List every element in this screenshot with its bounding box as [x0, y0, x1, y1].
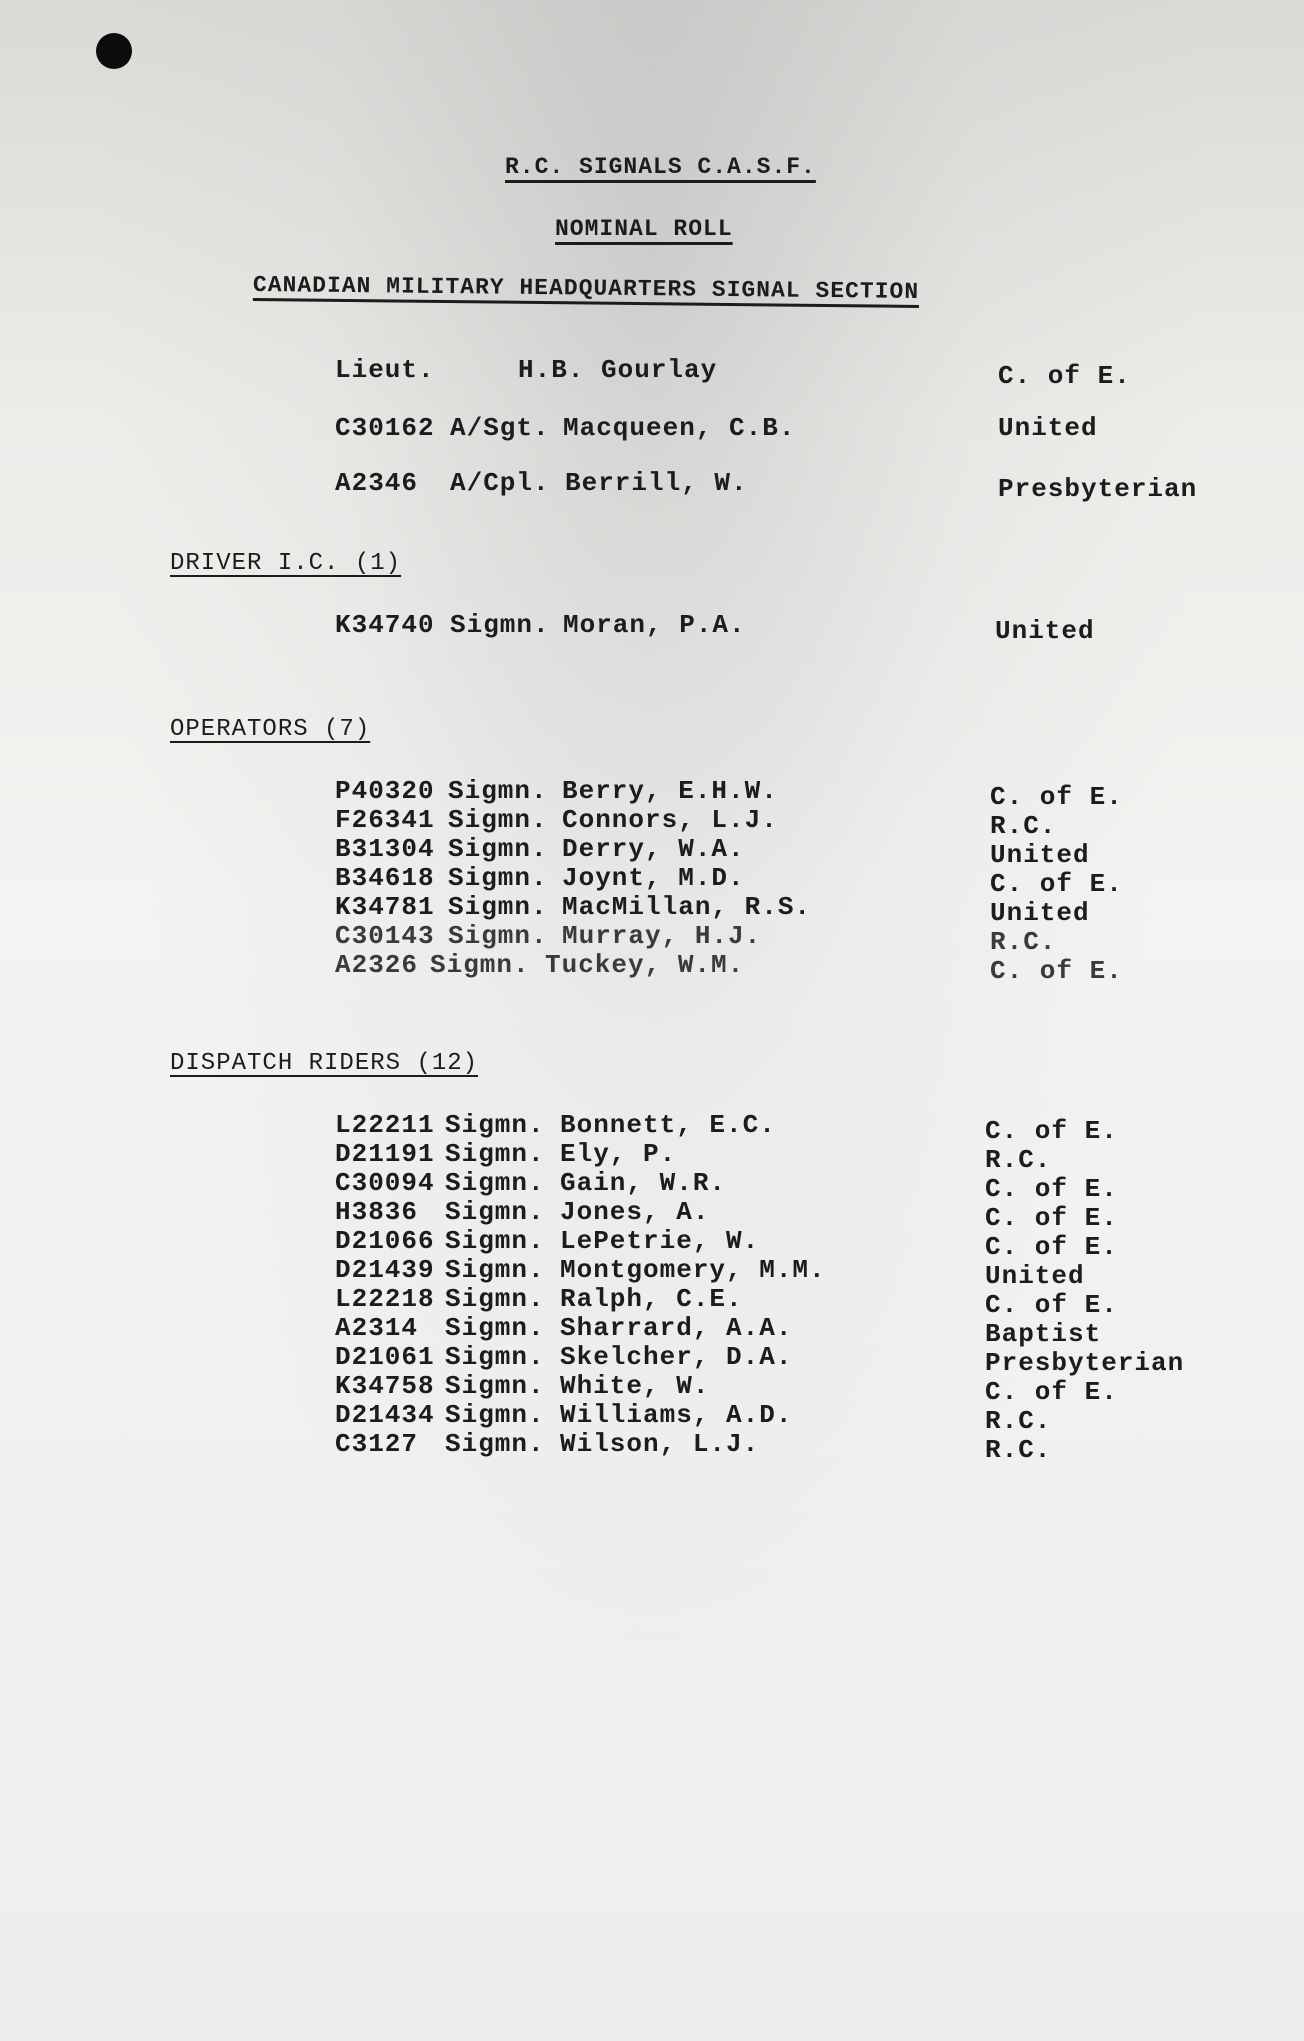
denomination: R.C.: [985, 1145, 1052, 1175]
denomination: C. of E.: [990, 869, 1123, 899]
member-name: Bonnett, E.C.: [560, 1110, 776, 1140]
service-number: C30162: [335, 413, 435, 443]
denomination: C. of E.: [985, 1377, 1118, 1407]
denomination: United: [990, 840, 1090, 870]
denomination: Baptist: [985, 1319, 1102, 1349]
member-name: Berry, E.H.W.: [562, 776, 778, 806]
denomination: Presbyterian: [985, 1348, 1185, 1378]
service-number: D21191: [335, 1139, 435, 1169]
service-number: A2346: [335, 468, 419, 498]
service-number: B31304: [335, 834, 435, 864]
member-name: Murray, H.J.: [562, 921, 762, 951]
member-name: Macqueen, C.B.: [563, 413, 796, 443]
rank: Sigmn.: [445, 1342, 545, 1372]
member-name: Moran, P.A.: [563, 610, 746, 640]
denomination: R.C.: [990, 811, 1057, 841]
rank: A/Cpl.: [450, 468, 550, 498]
rank: Sigmn.: [448, 921, 548, 951]
rank: Sigmn.: [430, 950, 530, 980]
denomination: R.C.: [985, 1406, 1052, 1436]
denomination: United: [990, 898, 1090, 928]
rank: Sigmn.: [448, 776, 548, 806]
denomination: C. of E.: [985, 1232, 1118, 1262]
service-number: K34740: [335, 610, 435, 640]
service-number: B34618: [335, 863, 435, 893]
denomination: C. of E.: [985, 1290, 1118, 1320]
member-name: Joynt, M.D.: [562, 863, 745, 893]
member-name: Connors, L.J.: [562, 805, 778, 835]
member-name: Jones, A.: [560, 1197, 710, 1227]
rank: Sigmn.: [445, 1313, 545, 1343]
service-number: K34758: [335, 1371, 435, 1401]
member-name: Tuckey, W.M.: [545, 950, 745, 980]
member-name: Wilson, L.J.: [560, 1429, 760, 1459]
member-name: Skelcher, D.A.: [560, 1342, 793, 1372]
service-number: D21066: [335, 1226, 435, 1256]
punch-hole: [96, 33, 132, 69]
rank: Sigmn.: [445, 1371, 545, 1401]
service-number: L22218: [335, 1284, 435, 1314]
member-name: Montgomery, M.M.: [560, 1255, 826, 1285]
member-name: Berrill, W.: [565, 468, 748, 498]
service-number: D21439: [335, 1255, 435, 1285]
member-name: Sharrard, A.A.: [560, 1313, 793, 1343]
denomination: C. of E.: [985, 1116, 1118, 1146]
member-name: MacMillan, R.S.: [562, 892, 812, 922]
member-name: Derry, W.A.: [562, 834, 745, 864]
service-number: D21434: [335, 1400, 435, 1430]
service-number: P40320: [335, 776, 435, 806]
service-number: A2326: [335, 950, 419, 980]
denomination: Presbyterian: [998, 474, 1198, 504]
member-name: LePetrie, W.: [560, 1226, 760, 1256]
member-name: Ralph, C.E.: [560, 1284, 743, 1314]
rank: Sigmn.: [445, 1197, 545, 1227]
operators-heading: OPERATORS (7): [170, 716, 371, 743]
rank: A/Sgt.: [450, 413, 550, 443]
member-name: Ely, P.: [560, 1139, 677, 1169]
rank: Sigmn.: [445, 1255, 545, 1285]
roll-title: NOMINAL ROLL: [555, 216, 733, 242]
rank: Sigmn.: [445, 1400, 545, 1430]
rank: Sigmn.: [445, 1284, 545, 1314]
service-number: A2314: [335, 1313, 419, 1343]
rank: Sigmn.: [445, 1139, 545, 1169]
denomination: C. of E.: [990, 956, 1123, 986]
section-title: CANADIAN MILITARY HEADQUARTERS SIGNAL SECTION: [252, 272, 920, 305]
rank: Sigmn.: [448, 863, 548, 893]
service-number: K34781: [335, 892, 435, 922]
denomination: R.C.: [990, 927, 1057, 957]
service-number: C30143: [335, 921, 435, 951]
service-number: C3127: [335, 1429, 419, 1459]
rank: Sigmn.: [445, 1429, 545, 1459]
denomination: United: [998, 413, 1098, 443]
denomination: C. of E.: [990, 782, 1123, 812]
member-name: White, W.: [560, 1371, 710, 1401]
denomination: United: [995, 616, 1095, 646]
rank: Sigmn.: [450, 610, 550, 640]
denomination: C. of E.: [985, 1174, 1118, 1204]
service-number: H3836: [335, 1197, 419, 1227]
member-name: Gain, W.R.: [560, 1168, 727, 1198]
service-number: L22211: [335, 1110, 435, 1140]
rank: Sigmn.: [448, 834, 548, 864]
denomination: United: [985, 1261, 1085, 1291]
denomination: R.C.: [985, 1435, 1052, 1465]
rank: Sigmn.: [445, 1168, 545, 1198]
driver-heading: DRIVER I.C. (1): [170, 550, 402, 577]
unit-title: R.C. SIGNALS C.A.S.F.: [505, 154, 816, 180]
rank: Sigmn.: [448, 892, 548, 922]
member-name: Williams, A.D.: [560, 1400, 793, 1430]
service-number: D21061: [335, 1342, 435, 1372]
service-number: F26341: [335, 805, 435, 835]
rank: Sigmn.: [448, 805, 548, 835]
rank: Lieut.: [335, 355, 435, 385]
member-name: H.B. Gourlay: [518, 355, 718, 385]
denomination: C. of E.: [998, 361, 1131, 391]
rank: Sigmn.: [445, 1110, 545, 1140]
rank: Sigmn.: [445, 1226, 545, 1256]
denomination: C. of E.: [985, 1203, 1118, 1233]
dispatch-riders-heading: DISPATCH RIDERS (12): [170, 1050, 479, 1077]
service-number: C30094: [335, 1168, 435, 1198]
